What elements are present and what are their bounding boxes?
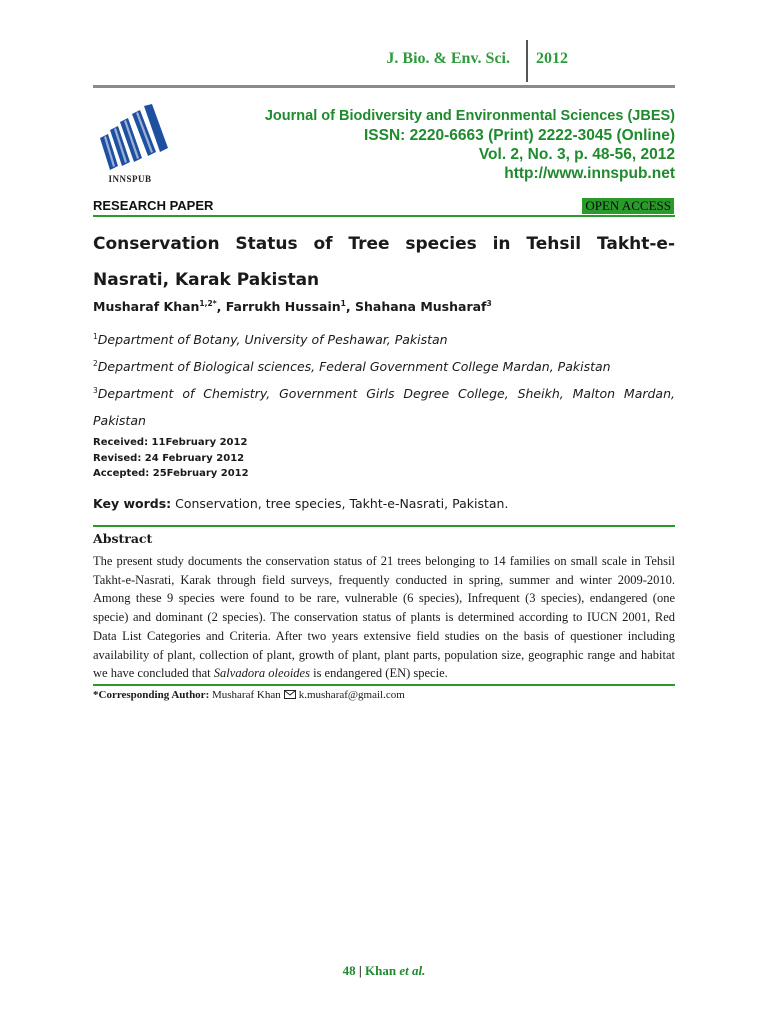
footer-etal: et al. bbox=[399, 963, 426, 978]
header-rule bbox=[93, 85, 675, 88]
accepted-date: Accepted: 25February 2012 bbox=[93, 468, 249, 479]
abstract-heading: Abstract bbox=[93, 531, 153, 546]
affiliation bbox=[93, 350, 675, 380]
keywords bbox=[93, 496, 508, 511]
author-affiliation-sup: 1 bbox=[340, 299, 346, 308]
page-number: 48 bbox=[342, 963, 356, 978]
keywords-text: Conservation, tree species, Takht-e-Nasrati, Pakistan. bbox=[171, 496, 509, 511]
affiliation-sup: 3 bbox=[93, 386, 98, 395]
journal-issn: ISSN: 2220-6663 (Print) 2222-3045 (Online) bbox=[364, 127, 675, 144]
affiliation-sup: 1 bbox=[93, 332, 98, 341]
journal-volume: Vol. 2, No. 3, p. 48-56, 2012 bbox=[478, 146, 675, 163]
header-year: 2012 bbox=[536, 50, 568, 67]
author-name: Musharaf Khan bbox=[93, 299, 200, 315]
paper-title: Conservation Status of Tree species in Tehsil Takht-e-Nasrati, Karak Pakistan bbox=[93, 234, 675, 290]
author-affiliation-sup: 3 bbox=[486, 299, 492, 308]
page-footer bbox=[0, 963, 768, 979]
running-header bbox=[0, 40, 768, 80]
open-access-badge: OPEN ACCESS bbox=[582, 198, 674, 214]
affiliation bbox=[93, 323, 675, 353]
author-name: Farrukh Hussain bbox=[225, 299, 341, 315]
journal-info bbox=[265, 107, 675, 183]
journal-short-title: J. Bio. & Env. Sci. bbox=[386, 50, 510, 67]
affiliation-text: Department of Botany, University of Peshawar, Pakistan bbox=[97, 332, 448, 348]
footer-separator: | bbox=[355, 963, 366, 978]
logo-text: INNSPUB bbox=[108, 174, 152, 184]
affiliation-text: Department of Chemistry, Government Girls Degree College, Sheikh, Malton Mardan, Pakistan bbox=[93, 386, 675, 429]
paper-type-label: RESEARCH PAPER bbox=[93, 198, 214, 213]
author-affiliation-sup: 1,2* bbox=[199, 299, 217, 308]
corresponding-label: *Corresponding Author: bbox=[93, 689, 210, 701]
abstract-body bbox=[93, 552, 675, 683]
author-list: Musharaf Khan$^{1,2*}$, Farrukh Hussain$^1$, Shahana Musharaf$^3$ bbox=[93, 299, 492, 315]
affiliation-text: Department of Biological sciences, Federal Government College Mardan, Pakistan bbox=[97, 359, 611, 375]
abstract-bottom-rule bbox=[93, 684, 675, 686]
corresponding-name: Musharaf Khan bbox=[209, 689, 281, 701]
author-name: Shahana Musharaf bbox=[354, 299, 487, 315]
corresponding-email[interactable]: k.musharaf@gmail.com bbox=[298, 689, 405, 701]
submission-dates bbox=[93, 435, 249, 482]
abstract-top-rule bbox=[93, 525, 675, 527]
header-divider bbox=[526, 40, 528, 82]
abstract-text: The present study documents the conservation status of 21 trees belonging to 14 families on small scale in Tehsil Takht-e-Nasrati, Karak through field surveys, frequently conducted in spring, summer and winter 2009-2010. Among these 9 species were found to be rare, vulnerable (6 species), Infrequent (3 species), endangered (one specie) and dominant (2 species). The conservation status of plants is determined according to IUCN 2001, Red Data List Categories and Criteria. After two years extensive field studies on the basis of questioner including availability of plant, collection of plant, growth of plant, plant parts, population size, geographic range and habitat we have concluded that bbox=[93, 554, 675, 681]
mail-icon bbox=[284, 690, 296, 702]
journal-name: Journal of Biodiversity and Environmental Sciences (JBES) bbox=[264, 108, 675, 124]
affiliation bbox=[93, 377, 675, 434]
keywords-label: Key words: bbox=[93, 496, 172, 511]
paper-type-rule bbox=[93, 215, 675, 217]
corresponding-author bbox=[93, 689, 405, 702]
received-date: Received: 11February 2012 bbox=[93, 437, 248, 448]
footer-author: Khan bbox=[365, 963, 400, 978]
abstract-text-end: is endangered (EN) specie. bbox=[309, 666, 448, 681]
abstract-species: Salvadora oleoides bbox=[213, 666, 310, 681]
revised-date: Revised: 24 February 2012 bbox=[93, 452, 245, 464]
journal-url[interactable]: http://www.innspub.net bbox=[504, 165, 675, 182]
affiliation-sup: 2 bbox=[93, 359, 98, 368]
